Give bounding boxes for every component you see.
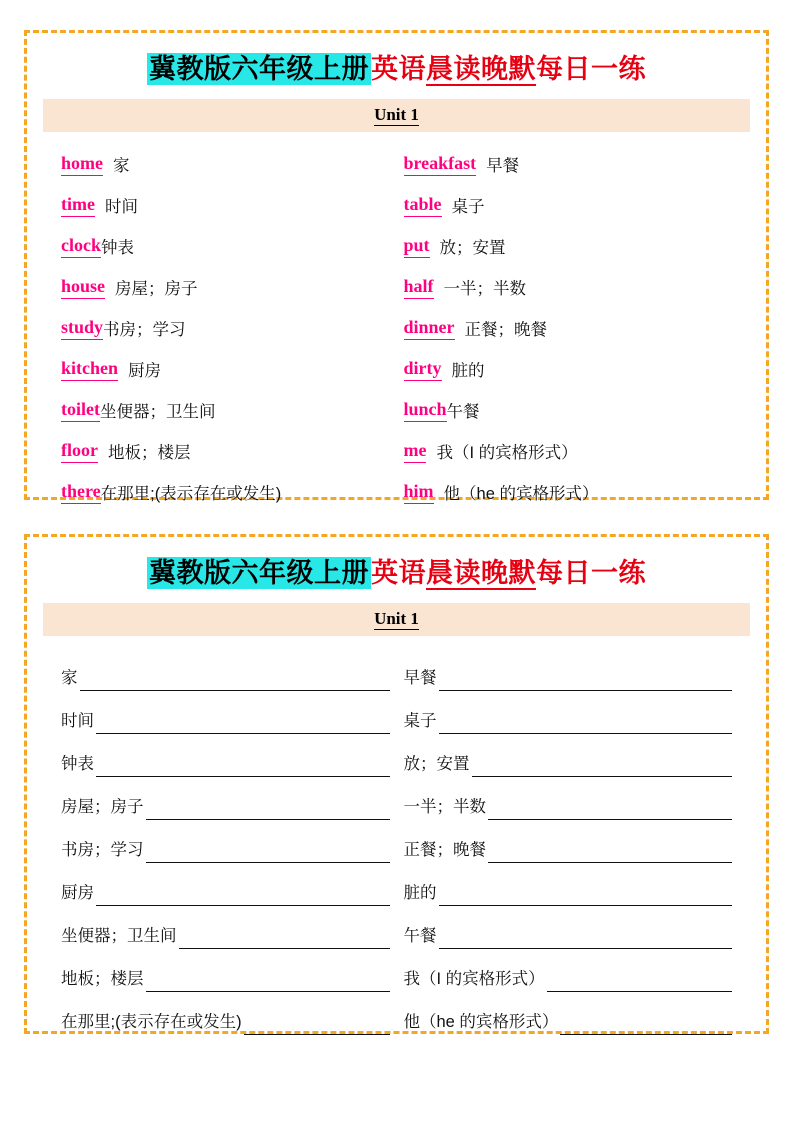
- answer-blank[interactable]: [439, 716, 733, 734]
- vocab-row: [61, 349, 390, 390]
- answer-blank[interactable]: [179, 931, 390, 949]
- vocab-meaning: 正餐；晚餐: [464, 321, 548, 340]
- vocab-word: dinner: [404, 317, 455, 340]
- unit-banner-vocabulary: [43, 99, 750, 132]
- practice-prompt: 桌子: [403, 711, 437, 730]
- practice-prompt: 在那里;(表示存在或发生): [61, 1012, 242, 1031]
- vocab-row: [404, 472, 733, 513]
- answer-blank[interactable]: [488, 845, 732, 863]
- vocab-meaning: 书房；学习: [103, 321, 186, 340]
- vocab-word: there: [61, 481, 101, 504]
- title-segment-daily: 每日一练: [536, 54, 646, 84]
- practice-prompt: 钟表: [61, 754, 94, 773]
- practice-row: [404, 734, 733, 777]
- vocab-meaning: 厨房: [128, 362, 162, 381]
- practice-prompt: 正餐；晚餐: [403, 840, 486, 859]
- vocab-meaning: 家: [113, 157, 130, 176]
- vocab-word: study: [61, 317, 103, 340]
- practice-row: [61, 906, 390, 949]
- answer-blank[interactable]: [472, 759, 733, 777]
- answer-blank[interactable]: [547, 974, 732, 992]
- vocab-meaning: 桌子: [451, 198, 485, 217]
- answer-blank[interactable]: [80, 673, 390, 691]
- practice-row: [404, 820, 733, 863]
- vocab-word: toilet: [61, 399, 100, 422]
- answer-blank[interactable]: [96, 759, 390, 777]
- practice-prompt: 放；安置: [403, 754, 470, 773]
- practice-prompt: 我（I 的宾格形式）: [403, 969, 545, 988]
- vocab-row: [404, 390, 733, 431]
- practice-prompt: 时间: [61, 711, 94, 730]
- vocab-row: [404, 267, 733, 308]
- answer-blank[interactable]: [96, 888, 390, 906]
- vocab-row: [404, 349, 733, 390]
- practice-row: [61, 734, 390, 777]
- title-segment-activity: 晨读晚默: [426, 558, 536, 588]
- practice-prompt: 地板；楼层: [61, 969, 144, 988]
- answer-blank[interactable]: [146, 802, 390, 820]
- vocab-meaning: 他（he 的宾格形式）: [443, 485, 599, 504]
- vocab-word: dirty: [404, 358, 442, 381]
- vocab-row: [61, 431, 390, 472]
- practice-prompt: 脏的: [403, 883, 437, 902]
- vocab-meaning: 房屋；房子: [115, 280, 198, 299]
- practice-row: [404, 992, 733, 1035]
- practice-prompt: 厨房: [61, 883, 94, 902]
- title-segment-grade: 冀教版六年级上册: [149, 54, 369, 84]
- vocab-word: put: [404, 235, 430, 258]
- practice-row: [404, 863, 733, 906]
- practice-prompt: 坐便器；卫生间: [61, 926, 177, 945]
- vocab-word: table: [404, 194, 442, 217]
- practice-row: [404, 648, 733, 691]
- practice-row: [61, 777, 390, 820]
- vocab-meaning: 放；安置: [439, 239, 506, 258]
- practice-row: [61, 820, 390, 863]
- vocab-row: [61, 472, 390, 513]
- practice-row: [61, 648, 390, 691]
- vocab-meaning: 坐便器；卫生间: [99, 403, 216, 422]
- vocab-row: [61, 267, 390, 308]
- title-segment-subject: 英语: [371, 558, 426, 588]
- vocab-row: [404, 144, 733, 185]
- vocab-word: house: [61, 276, 105, 299]
- unit-label: Unit 1: [374, 608, 419, 628]
- answer-blank[interactable]: [439, 673, 733, 691]
- vocab-word: home: [61, 153, 103, 176]
- unit-label: Unit 1: [374, 104, 419, 124]
- practice-row: [404, 691, 733, 734]
- card-title-practice: [43, 559, 750, 589]
- unit-banner-practice: [43, 603, 750, 636]
- title-segment-daily: 每日一练: [536, 558, 646, 588]
- practice-prompt: 房屋；房子: [61, 797, 144, 816]
- vocab-meaning: 早餐: [486, 157, 520, 176]
- vocab-word: kitchen: [61, 358, 118, 381]
- answer-blank[interactable]: [146, 974, 390, 992]
- vocab-row: [404, 185, 733, 226]
- vocab-word: breakfast: [404, 153, 477, 176]
- vocab-row: [61, 390, 390, 431]
- title-segment-grade: 冀教版六年级上册: [149, 558, 369, 588]
- vocab-meaning: 一半；半数: [443, 280, 527, 299]
- vocab-meaning: 我（I 的宾格形式）: [436, 444, 578, 463]
- vocab-row: [61, 185, 390, 226]
- vocab-row: [61, 226, 390, 267]
- practice-prompt: 一半；半数: [403, 797, 486, 816]
- practice-row: [404, 906, 733, 949]
- vocab-meaning: 地板；楼层: [107, 444, 191, 463]
- vocab-row: [404, 308, 733, 349]
- practice-grid: [43, 648, 750, 1035]
- practice-row: [61, 992, 390, 1035]
- answer-blank[interactable]: [96, 716, 390, 734]
- vocab-word: clock: [61, 235, 101, 258]
- vocab-word: time: [61, 194, 95, 217]
- practice-prompt: 午餐: [403, 926, 437, 945]
- vocab-meaning: 时间: [104, 198, 138, 217]
- answer-blank[interactable]: [439, 931, 733, 949]
- answer-blank[interactable]: [488, 802, 732, 820]
- title-segment-subject: 英语: [371, 54, 426, 84]
- vocab-word: him: [404, 481, 434, 504]
- vocab-row: [404, 226, 733, 267]
- answer-blank[interactable]: [244, 1017, 390, 1035]
- vocab-meaning: 脏的: [451, 362, 485, 381]
- answer-blank[interactable]: [560, 1017, 732, 1035]
- vocab-word: half: [404, 276, 434, 299]
- practice-row: [61, 949, 390, 992]
- answer-blank[interactable]: [146, 845, 390, 863]
- vocab-row: [61, 308, 390, 349]
- practice-card: [24, 534, 769, 1034]
- vocab-meaning: 钟表: [101, 239, 134, 258]
- practice-prompt: 书房；学习: [61, 840, 144, 859]
- practice-prompt: 早餐: [403, 668, 437, 687]
- vocabulary-grid: [43, 144, 750, 513]
- answer-blank[interactable]: [439, 888, 733, 906]
- vocab-row: [61, 144, 390, 185]
- vocab-row: [404, 431, 733, 472]
- practice-prompt: 他（he 的宾格形式）: [403, 1012, 559, 1031]
- practice-row: [404, 777, 733, 820]
- vocab-word: floor: [61, 440, 98, 463]
- title-segment-activity: 晨读晚默: [426, 54, 536, 84]
- vocab-meaning: 午餐: [446, 403, 480, 422]
- practice-prompt: 家: [61, 668, 78, 687]
- vocab-word: me: [404, 440, 427, 463]
- vocab-word: lunch: [404, 399, 447, 422]
- card-title-vocabulary: [43, 55, 750, 85]
- practice-row: [61, 863, 390, 906]
- vocab-meaning: 在那里;(表示存在或发生): [100, 485, 282, 504]
- vocabulary-card: [24, 30, 769, 504]
- practice-row: [61, 691, 390, 734]
- practice-row: [404, 949, 733, 992]
